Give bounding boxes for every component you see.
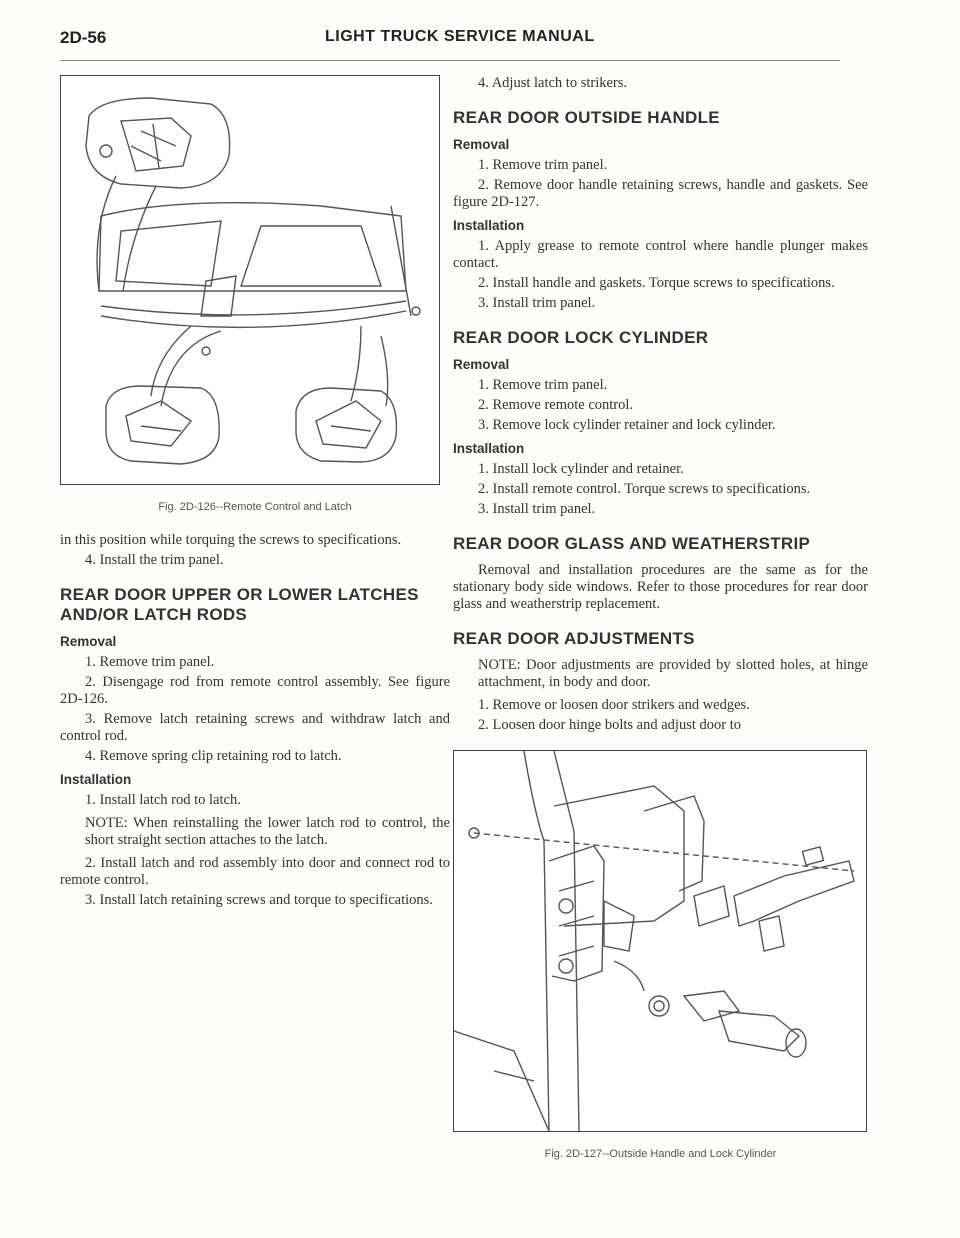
removal-heading: Removal <box>453 357 510 372</box>
outside-handle-illustration <box>454 751 866 1131</box>
running-title: LIGHT TRUCK SERVICE MANUAL <box>325 28 595 45</box>
removal-step: 3. Remove lock cylinder retainer and lock cylinder. <box>478 417 776 433</box>
removal-heading: Removal <box>60 634 117 649</box>
installation-heading: Installation <box>60 772 132 787</box>
removal-step: 1. Remove trim panel. <box>478 377 608 393</box>
intro-line-1: in this position while torquing the screws to specifications. <box>60 532 402 548</box>
section-title-glass-weatherstrip: REAR DOOR GLASS AND WEATHERSTRIP <box>453 534 811 553</box>
section-body: Removal and installation procedures are the same as for the stationary body side windows. Refer to those procedures for rear door glass and weatherstrip replacement. <box>453 562 868 612</box>
header-rule <box>60 60 840 61</box>
adjustment-step: 1. Remove or loosen door strikers and wedges. <box>478 697 750 713</box>
removal-step: 2. Remove door handle retaining screws, handle and gaskets. See figure 2D-127. <box>453 177 868 210</box>
removal-step: 4. Remove spring clip retaining rod to latch. <box>85 748 342 764</box>
figure-outside-handle-lock-cylinder <box>453 750 867 1132</box>
section-title-outside-handle: REAR DOOR OUTSIDE HANDLE <box>453 108 720 127</box>
removal-step: 2. Remove remote control. <box>478 397 634 413</box>
installation-step: 1. Install lock cylinder and retainer. <box>478 461 684 477</box>
right-column <box>453 75 868 1179</box>
page-number: 2D-56 <box>60 28 107 47</box>
intro-line-2: 4. Install the trim panel. <box>85 552 224 568</box>
figure-caption-2d-126: Fig. 2D-126--Remote Control and Latch <box>158 501 352 513</box>
installation-heading: Installation <box>453 441 525 456</box>
installation-step: 3. Install trim panel. <box>478 295 596 311</box>
installation-step: 2. Install remote control. Torque screws to specifications. <box>478 481 811 497</box>
installation-step: 1. Install latch rod to latch. <box>85 792 241 808</box>
installation-step: 3. Install trim panel. <box>478 501 596 517</box>
installation-step: 3. Install latch retaining screws and torque to specifications. <box>85 892 433 908</box>
continued-step: 4. Adjust latch to strikers. <box>478 75 628 91</box>
installation-step: 2. Install handle and gaskets. Torque screws to specifications. <box>478 275 835 291</box>
figure-remote-control-and-latch <box>60 75 440 485</box>
left-column <box>60 75 450 912</box>
removal-heading: Removal <box>453 137 510 152</box>
adjustment-note: NOTE: Door adjustments are provided by slotted holes, at hinge attachment, in body and door. <box>478 657 868 690</box>
removal-step: 2. Disengage rod from remote control assembly. See figure 2D-126. <box>60 674 450 707</box>
section-title-lock-cylinder: REAR DOOR LOCK CYLINDER <box>453 328 709 347</box>
removal-step: 1. Remove trim panel. <box>85 654 215 670</box>
removal-step: 1. Remove trim panel. <box>478 157 608 173</box>
section-title-latches: REAR DOOR UPPER OR LOWER LATCHES AND/OR LATCH RODS <box>60 585 419 624</box>
section-title-adjustments: REAR DOOR ADJUSTMENTS <box>453 629 695 648</box>
remote-control-latch-illustration <box>61 76 439 484</box>
installation-step: 2. Install latch and rod assembly into door and connect rod to remote control. <box>60 855 450 888</box>
adjustment-step: 2. Loosen door hinge bolts and adjust door to <box>478 717 741 733</box>
installation-step: 1. Apply grease to remote control where handle plunger makes contact. <box>453 238 868 271</box>
installation-note: NOTE: When reinstalling the lower latch rod to control, the short straight section attaches to the latch. <box>85 815 450 848</box>
installation-heading: Installation <box>453 218 525 233</box>
figure-caption-2d-127: Fig. 2D-127--Outside Handle and Lock Cylinder <box>544 1148 777 1160</box>
removal-step: 3. Remove latch retaining screws and withdraw latch and control rod. <box>60 711 450 744</box>
